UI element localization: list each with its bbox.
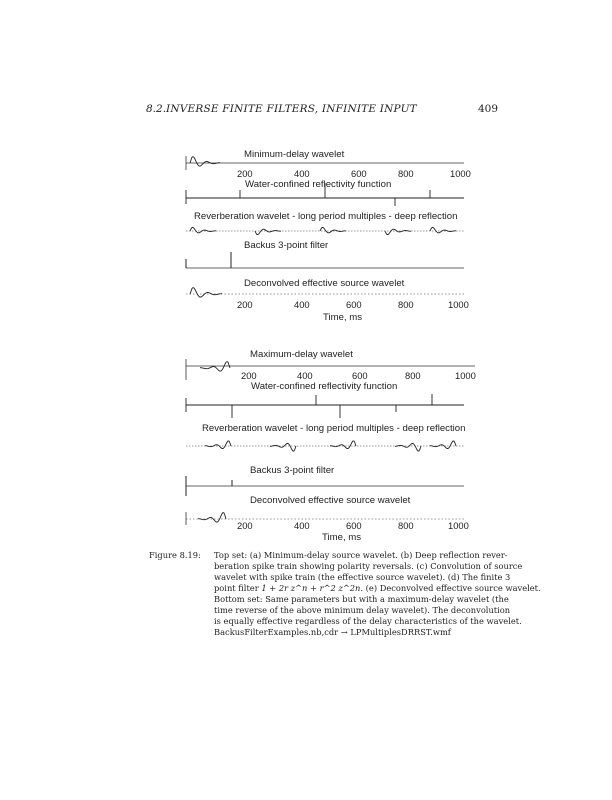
top-reverberation-label: Reverberation wavelet - long period multiples - deep reflection: [194, 211, 458, 222]
top-tick-lower-1000: 1000: [448, 299, 469, 310]
caption-line-3: wavelet with spike train (the effective source wavelet). (d) The finite 3: [214, 572, 511, 582]
top-tick-lower-400: 400: [294, 299, 310, 310]
caption-line-1: Top set: (a) Minimum-delay source wavelet. (b) Deep reflection rever-: [214, 550, 508, 560]
bottom-reflectivity-trace: [186, 394, 464, 418]
top-reflectivity-trace: [186, 183, 464, 206]
top-tick-lower-600: 600: [346, 299, 362, 310]
bottom-tick-upper-200: 200: [241, 370, 257, 381]
top-wavelet-label: Minimum-delay wavelet: [244, 149, 345, 160]
caption-line-4: [214, 583, 541, 594]
top-tick-upper-1000: 1000: [450, 168, 471, 179]
top-tick-upper-600: 600: [351, 168, 367, 179]
bottom-tick-upper-1000: 1000: [455, 370, 476, 381]
caption-line-2: beration spike train showing polarity reversals. (c) Convolution of source: [214, 561, 523, 571]
bottom-reverberation-label: Reverberation wavelet - long period multiples - deep reflection: [202, 423, 466, 434]
top-tick-upper-800: 800: [398, 168, 414, 179]
top-tick-upper-400: 400: [294, 168, 310, 179]
top-tick-lower-800: 800: [398, 299, 414, 310]
top-deconvolved-label: Deconvolved effective source wavelet: [244, 278, 405, 289]
top-time-ticks-upper: [237, 168, 471, 179]
caption-body: [214, 550, 541, 638]
bottom-tick-lower-600: 600: [346, 520, 362, 531]
bottom-wavelet-label: Maximum-delay wavelet: [250, 349, 353, 360]
caption-line-4-text: point filter: [214, 583, 259, 593]
caption-line-7: is equally effective regardless of the delay characteristics of the wavelet.: [214, 616, 522, 626]
caption-label: Figure 8.19:: [149, 550, 201, 560]
bottom-time-ticks-upper: [241, 370, 476, 381]
caption-line-8: BackusFilterExamples.nb,cdr → LPMultiplesDRRST.wmf: [214, 627, 451, 637]
bottom-tick-lower-400: 400: [294, 520, 310, 531]
bottom-reflectivity-label: Water-confined reflectivity function: [251, 381, 398, 392]
bottom-tick-lower-800: 800: [398, 520, 414, 531]
bottom-time-ticks-lower: [237, 520, 469, 531]
section-number: 8.2.: [146, 103, 167, 115]
top-tick-upper-200: 200: [237, 168, 253, 179]
top-deconvolved-trace: [190, 288, 222, 298]
caption-line-4-tail: (e) Deconvolved effective source wavelet.: [365, 583, 541, 593]
top-figure-set: [186, 149, 471, 323]
top-time-ticks-lower: [237, 299, 469, 310]
top-reverberation-trace: [190, 228, 456, 235]
top-wavelet-trace: [190, 157, 220, 167]
bottom-tick-lower-200: 200: [237, 520, 253, 531]
bottom-tick-upper-600: 600: [352, 370, 368, 381]
bottom-tick-lower-1000: 1000: [448, 520, 469, 531]
caption-line-5: Bottom set: Same parameters but with a maximum-delay wavelet (the: [214, 594, 509, 604]
bottom-figure-set: [186, 349, 476, 543]
caption-formula: 1 + 2r z^n + r^2 z^2n.: [261, 583, 364, 593]
bottom-deconvolved-trace: [198, 513, 226, 523]
top-filter-label: Backus 3-point filter: [244, 240, 329, 251]
bottom-tick-upper-800: 800: [405, 370, 421, 381]
top-tick-lower-200: 200: [237, 299, 253, 310]
bottom-tick-upper-400: 400: [297, 370, 313, 381]
bottom-deconvolved-label: Deconvolved effective source wavelet: [250, 495, 411, 506]
top-time-axis-label: Time, ms: [323, 312, 363, 323]
bottom-filter-label: Backus 3-point filter: [250, 465, 335, 476]
section-title: INVERSE FINITE FILTERS, INFINITE INPUT: [166, 103, 417, 115]
page-number: 409: [477, 103, 498, 115]
top-reflectivity-label: Water-confined reflectivity function: [245, 179, 392, 190]
caption-line-6: time reverse of the above minimum delay wavelet). The deconvolution: [214, 605, 511, 615]
bottom-time-axis-label: Time, ms: [322, 532, 362, 543]
